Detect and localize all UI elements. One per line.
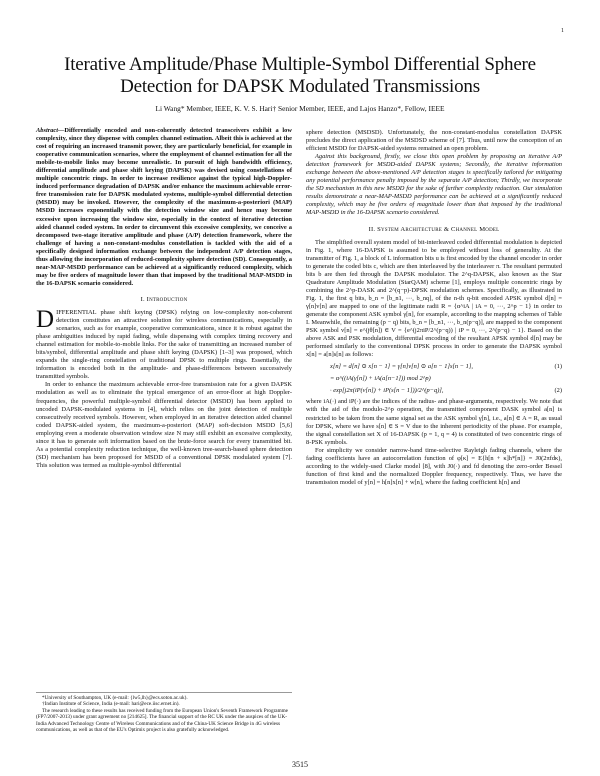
paper-title: Iterative Amplitude/Phase Multiple-Symbol Differential Sphere Detection for DAPSK Modulated Transmissions (64, 54, 536, 97)
equation-1-continued (330, 375, 562, 383)
right-paragraph-5: For simplicity we consider narrow-band time-selective Rayleigh fading channels, where the fading coefficients have an autocorrelation function of φ[κ] = E{h[n + κ]h*[n]} = J0(2πfdκ), according to the widely-used Clarke model [8], with J0(·) and fd denoting the zero-order Bessel function of first kind and the normalized Doppler frequency, respectively. Thus, we have the transmission model of y[n] = h[n]x[n] + w[n], where the fading coefficient h[n] and (306, 446, 562, 486)
page-number-top: 1 (561, 28, 564, 34)
abstract (36, 127, 292, 288)
right-paragraph-1: sphere detection (MSDSD). Unfortunately, the non-constant-modulus constellation DAPSK precludes the direct application of the MSDSD scheme of [7]. Thus, until now the conception of an efficient MSDD for DAPSK-aided systems remained an open problem. (306, 129, 562, 153)
page-number-bottom: 3515 (292, 760, 308, 769)
right-paragraph-4: where iA(·) and iP(·) are the indices of the radius- and phase-arguments, respectively. We note that with the aid of the modulo-2^p operation, the transmitted component DASK symbol a[n] is restricted to be taken from the same signal set as the ASK symbol γ[n], i.e., a[n] ∈ A = R, as usual for DPSK, where we have s[n] ∈ S = V due to the inherent periodicity of the phase. For example, the signal constellation set X of 16-DAPSK (p = 1, q = 4) is constituted of two concentric rings of 8-PSK symbols. (306, 398, 562, 446)
section-heading-system-architecture: II. System Architecture & Channel Model (368, 225, 500, 233)
left-column (36, 127, 292, 470)
equation-1b-body: = α^((iA(γ[n]) + iA(a[n−1])) mod 2^p) (330, 375, 431, 383)
right-column (306, 129, 562, 487)
equation-2 (330, 387, 562, 395)
intro-paragraph-1 (36, 305, 292, 381)
intro-paragraph-2: In order to enhance the maximum achievable error-free transmission rate for a given DAPSK modulation as well as to eliminate the typical emergence of an error-floor at high Doppler-frequencies, the powerful multiple-symbol differential detector (MSDD) has been applied to uncoded DAPSK-modulated systems in [4], which relies on the joint detection of multiple consecutively received symbols. However, when employed in an iterative detection aided channel coded DAPSK-aided system, the maximum-a-posteriori (MAP) soft-decision MSDD [5,6] employing even a moderate observation window size N may still exhibit an excessive complexity, since it has to generate soft information based on the brute-force search for every transmitted bit. As a potential complexity reduction technique, the well-known tree-search-based sphere detection (SD) mechanism has been proposed for MSDD of a conventional DPSK modulated system [7]. This solution was termed as multiple-symbol differential (36, 381, 292, 469)
authors-line: Li Wang* Member, IEEE, K. V. S. Hari† Senior Member, IEEE, and Lajos Hanzo*, Fellow, IEEE (155, 104, 445, 113)
intro-paragraph-1-text: IFFERENTIAL phase shift keying (DPSK) relying on low-complexity non-coherent detection constitutes an attractive solution for wireless communications, especially in scenarios, such as for example, cooperative communications, since it is robust against the phase ambiguities induced by rapid fading, while dispensing with complex timing recovery and channel estimation for mobile-to-mobile links. For the sake of transmitting an increased number of bits/symbol, differential amplitude and phase shift keying (DAPSK) [1–3] was proposed, which expands the single-ring constellation of traditional DPSK to multiple rings. Essentially, the information is encoded both in the amplitude- and phase-differences between successively transmitted symbols. (36, 308, 292, 381)
abstract-text: —Differentially encoded and non-coherently detected transceivers exhibit a low complexity, since they dispense with complex channel estimation. Albeit this is achieved at the cost of requiring an increased transmit power, they are particularly beneficial, for example in cooperative communication scenarios, where the employment of channel estimation for all the mobile-to-mobile links may become unrealistic. In pursuit of high bandwidth efficiency, differential amplitude and phase shift keying (DAPSK) was devised using constellations of multiple concentric rings. In order to increase resilience against the typical high-Doppler-induced performance degradation of DAPSK and/or enhance the maximum achievable error-free transmission rate for DAPSK modulated systems, multiple-symbol differential detection (MSDD) may be invoked. However, the complexity of the maximum-a-posteriori (MAP) MSDD increases exponentially with the detection window size and hence may become excessive upon increasing the window size, especially in the context of iterative detection aided channel coded system. In order to circumvent this excessive complexity, we conceive a decomposed two-stage iterative amplitude and phase (A/P) detection framework, where the challenge of having a non-constant-modulus constellation is tackled with the aid of a specifically designed information exchange between the independent A/P detection stages, thus allowing the incorporation of reduced-complexity sphere detection (SD). Consequently, a near-MAP-MSDD performance can be achieved at a significantly reduced complexity, which may be five orders of magnitude lower than that imposed by the traditional MAP-MSDD in the 16-DAPSK scenario considered. (36, 127, 292, 287)
footnote-affiliation-2: †Indian Institute of Science, India (e-mail: hari@ece.iisc.ernet.in). (42, 701, 180, 708)
right-paragraph-3: The simplified overall system model of bit-interleaved coded differential modulation is depicted in Fig. 1, where 16-DAPSK is assumed to be employed without loss of generality. At the transmitter of Fig. 1, a block of L information bits u is first encoded by the channel encoder in order to generate the coded bits c, which are then interleaved by the interleaver π. The resultant permuted bits b are then fed through the DAPSK modulator. The 2^q-DAPSK, also known as the Star Quadrature Amplitude Modulation (StarQAM) scheme [1], employs multiple concentric rings by combining the 2^p-DASK and 2^(q−p)-DPSK modulation schemes. Specifically, as illustrated in Fig. 1, the first q bits, b_n = [b_n1, ···, b_nq], of the n-th q-bit encoded APSK symbol d[n] = γ[n]v[n] are mapped to one of the legitimate radii R = {α^iA | iA = 0, ···, 2^p − 1} in order to generate the component ASK symbol γ[n], for example, according to the mapping schemes of Table I. Meanwhile, the remaining (p − q) bits, b_n = [b_n1, ···, b_n(p−q)], are mapped to the component PSK symbol v[n] = e^(jθ[n]) ∈ V = {e^(j2πiP/2^(p−q)) | iP = 0, ···, 2^(p−q) − 1}. Based on the above ASK and PSK modulation, differential encoding of the resultant APSK symbol d[n] may be performed similarly to the conventional DPSK process in order to generate the DAPSK symbol x[n] = a[n]s[n] as follows: (306, 238, 562, 359)
footnote-affiliation-1: *University of Southampton, UK (e-mail: {lw5,lh}@ecs.soton.ac.uk). (42, 695, 188, 701)
right-paragraph-2: Against this background, firstly, we close this open problem by proposing an iterative A/P detection framework for MSDD-aided DAPSK systems; Secondly, the iterative information exchange between the above-mentioned A/P detection stages is specifically tailored for mitigating any potential performance penalty imposed by the separate A/P detection; Thirdly, we incorporate the SD mechanism in this new MSDD for the sake of further complexity reduction. Our simulation results demonstrate a near-MAP-MSDD performance can be achieved at a significantly reduced complexity, which may be five orders of magnitude lower than that imposed by the traditional MAP-MSDD in the 16-DAPSK scenario considered. (306, 153, 562, 217)
equation-2-number: (2) (554, 387, 562, 395)
equation-1-number: (1) (554, 363, 562, 371)
drop-cap: D (36, 305, 55, 333)
abstract-lead: Abstract (36, 127, 59, 134)
footnote-funding: The research leading to these results has received funding from the European Union's Seventh Framework Programme (FP7/2007-2013) under grant agreement no [214625]. The financial support of the RC UK under the auspices of the UK-India Advanced Technology Centre of Wireless Communications and of the China-UK Science Bridge in 4G wireless communications, as well as that of the EU's Optimix project is also gratefully acknowledged. (36, 707, 288, 734)
section-heading-introduction: I. Introduction (140, 295, 188, 303)
equation-1-body: x[n] = d[n] ⊙ x[n − 1] = γ[n]v[n] ⊙ a[n − 1]s[n − 1], (330, 363, 473, 371)
footnotes (36, 692, 292, 733)
equation-1 (330, 363, 562, 371)
equation-2-body: · exp[j2π(iP(v[n]) + iP(s[n − 1]))/2^(p−q)], (330, 387, 444, 395)
